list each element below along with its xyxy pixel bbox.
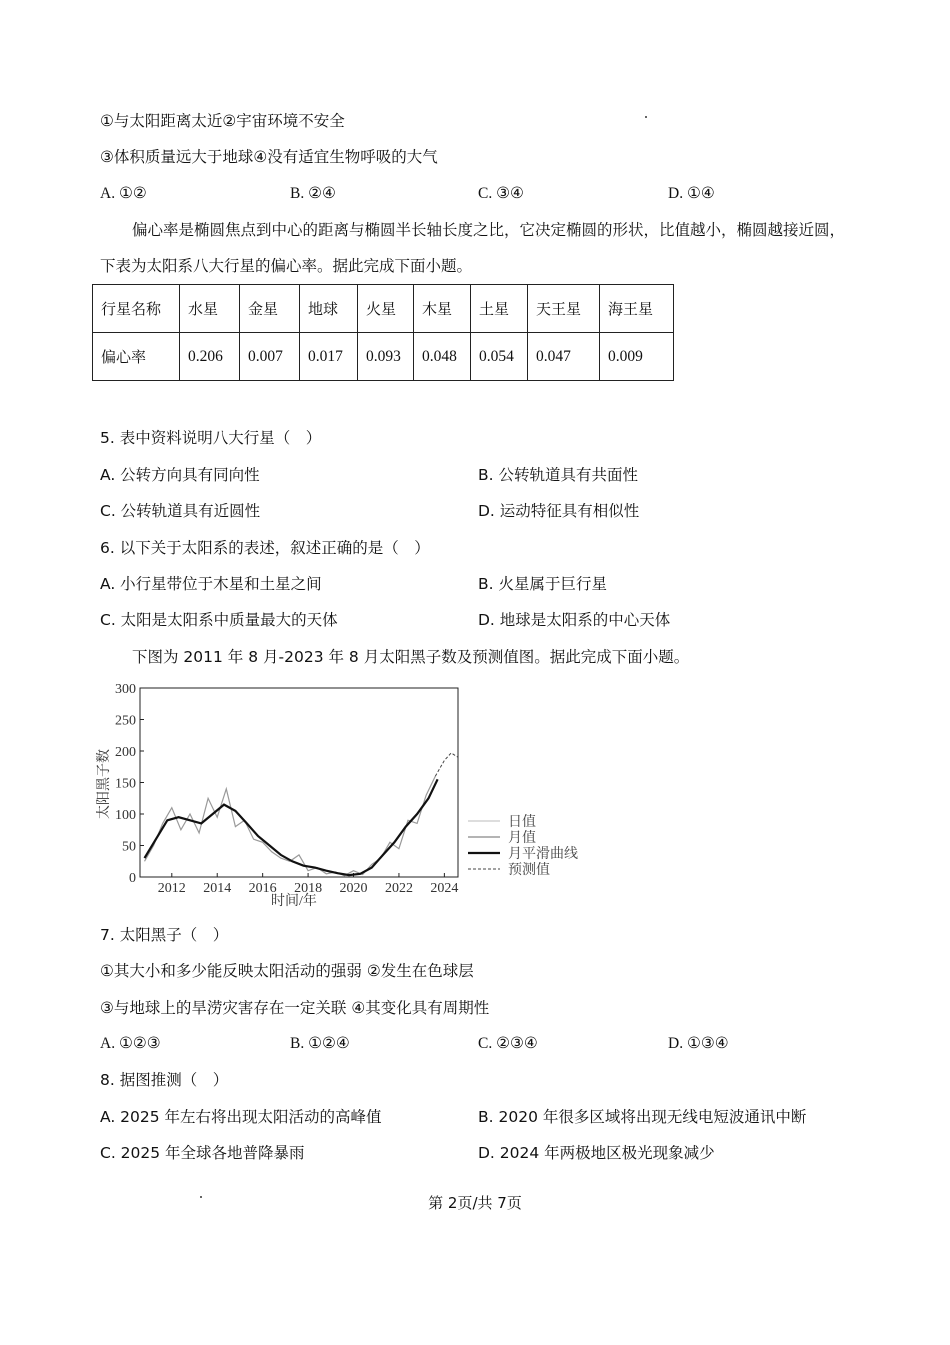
table-cell: 木星 (414, 285, 471, 333)
table-cell: 火星 (358, 285, 414, 333)
eccentricity-table (92, 284, 674, 381)
table-cell: 0.054 (471, 333, 528, 381)
q7-option-b[interactable]: B. ①②④ (290, 1035, 350, 1052)
legend-label-daily: 日值 (508, 815, 536, 830)
x-axis (158, 873, 459, 896)
y-tick-label: 150 (115, 776, 136, 792)
q8-option-c[interactable]: C. 2025 年全球各地普降暴雨 (100, 1144, 305, 1162)
scan-dot (645, 116, 647, 118)
table-cell: 0.206 (180, 333, 240, 381)
table-cell: 0.007 (240, 333, 300, 381)
q4-item-line-1: ①与太阳距离太近②宇宙环境不安全 (100, 112, 345, 130)
table-cell: 天王星 (528, 285, 600, 333)
q6-option-d[interactable]: D. 地球是太阳系的中心天体 (478, 611, 671, 629)
q8-option-a[interactable]: A. 2025 年左右将出现太阳活动的高峰值 (100, 1108, 382, 1126)
q7-stem: 7. 太阳黑子（ ） (100, 926, 229, 944)
page-footer: 第 2页/共 7页 (428, 1194, 522, 1212)
table-cell: 0.048 (414, 333, 471, 381)
legend-label-monthly: 月值 (508, 831, 536, 846)
table-cell: 0.017 (300, 333, 358, 381)
table-cell: 偏心率 (93, 333, 180, 381)
q7-item-line-2: ③与地球上的旱涝灾害存在一定关联 ④其变化具有周期性 (100, 999, 490, 1017)
legend-label-forecast: 预测值 (508, 863, 550, 878)
q4-option-b[interactable]: B. ②④ (290, 185, 336, 202)
q6-option-a[interactable]: A. 小行星带位于木星和土星之间 (100, 575, 322, 593)
y-tick-label: 50 (122, 839, 136, 855)
y-tick-label: 250 (115, 713, 136, 729)
q7-option-a[interactable]: A. ①②③ (100, 1035, 161, 1052)
y-tick-label: 300 (115, 682, 136, 697)
legend-label-smoothed: 月平滑曲线 (508, 847, 578, 862)
legend (468, 813, 578, 878)
table-cell: 海王星 (600, 285, 674, 333)
x-tick-label: 2020 (339, 881, 368, 896)
y-tick-label: 100 (115, 808, 136, 823)
x-tick-label: 2016 (248, 881, 277, 896)
y-axis-label: 太阳黑子数 (97, 749, 112, 819)
table-cell: 行星名称 (93, 285, 180, 333)
table-cell: 0.047 (528, 333, 600, 381)
q4-option-a[interactable]: A. ①② (100, 185, 147, 202)
q6-option-c[interactable]: C. 太阳是太阳系中质量最大的天体 (100, 611, 338, 629)
y-tick-label: 0 (129, 871, 136, 886)
x-tick-label: 2018 (294, 881, 323, 896)
q7-item-line-1: ①其大小和多少能反映太阳活动的强弱 ②发生在色球层 (100, 962, 474, 980)
series-smoothed-line (145, 779, 438, 875)
x-tick-label: 2012 (157, 881, 186, 896)
table-cell: 水星 (180, 285, 240, 333)
q8-option-b[interactable]: B. 2020 年很多区域将出现无线电短波通讯中断 (478, 1108, 807, 1126)
q7-option-d[interactable]: D. ①③④ (668, 1035, 729, 1052)
q5-stem: 5. 表中资料说明八大行星（ ） (100, 429, 322, 447)
q6-stem: 6. 以下关于太阳系的表述，叙述正确的是（ ） (100, 539, 430, 557)
q7-option-c[interactable]: C. ②③④ (478, 1035, 538, 1052)
sunspot-intro: 下图为 2011 年 8 月-2023 年 8 月太阳黑子数及预测值图。据此完成下面小题。 (132, 648, 690, 666)
x-tick-label: 2024 (430, 881, 459, 896)
q5-option-b[interactable]: B. 公转轨道具有共面性 (478, 466, 638, 484)
eccentricity-intro: 偏心率是椭圆焦点到中心的距离与椭圆半长轴长度之比，它决定椭圆的形状，比值越小，椭圆越接近圆，下表为太阳系八大行星的偏心率。据此完成下面小题。 (100, 221, 846, 275)
q4-option-d[interactable]: D. ①④ (668, 185, 715, 202)
q6-option-b[interactable]: B. 火星属于巨行星 (478, 575, 607, 593)
table-cell: 0.009 (600, 333, 674, 381)
y-tick-label: 200 (115, 745, 136, 760)
table-cell: 金星 (240, 285, 300, 333)
table-row (93, 333, 674, 381)
q5-option-a[interactable]: A. 公转方向具有同向性 (100, 466, 260, 484)
q8-stem: 8. 据图推测（ ） (100, 1071, 229, 1089)
q5-option-d[interactable]: D. 运动特征具有相似性 (478, 502, 640, 520)
x-tick-label: 2022 (384, 881, 413, 896)
q8-option-d[interactable]: D. 2024 年两极地区极光现象减少 (478, 1144, 715, 1162)
table-cell: 地球 (300, 285, 358, 333)
series-forecast-line (435, 753, 458, 776)
plot-frame (140, 688, 458, 877)
x-axis-label: 时间/年 (271, 894, 317, 909)
q4-option-c[interactable]: C. ③④ (478, 185, 524, 202)
sunspot-chart (96, 676, 596, 912)
q5-option-c[interactable]: C. 公转轨道具有近圆性 (100, 502, 261, 520)
series-layer (145, 753, 459, 876)
table-cell: 0.093 (358, 333, 414, 381)
table-cell: 土星 (471, 285, 528, 333)
q4-item-line-2: ③体积质量远大于地球④没有适宜生物呼吸的大气 (100, 148, 438, 166)
x-tick-label: 2014 (203, 881, 232, 896)
table-header-row (93, 285, 674, 333)
